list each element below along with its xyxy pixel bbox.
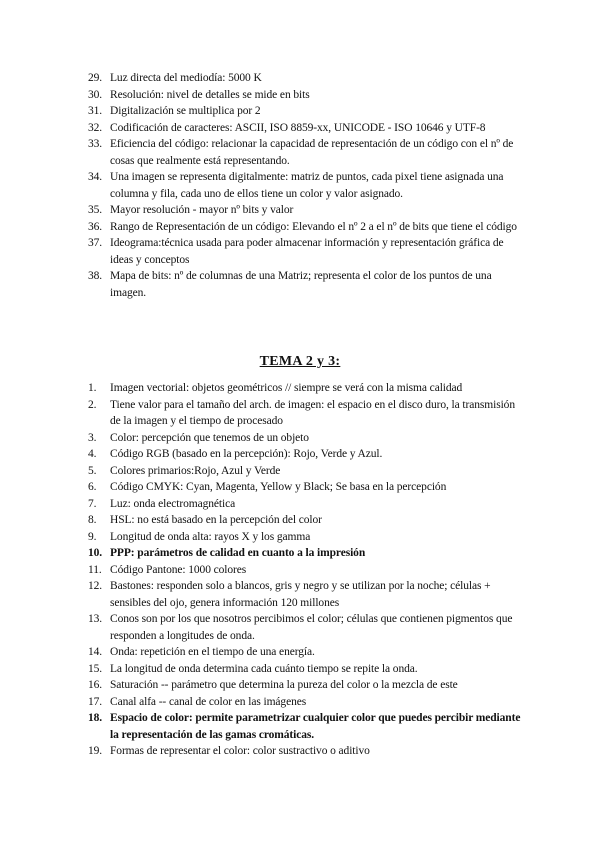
item-text: HSL: no está basado en la percepción del color — [110, 514, 322, 526]
list-item — [88, 430, 528, 447]
item-text: Longitud de onda alta: rayos X y los gamma — [110, 530, 311, 543]
item-number: 34. — [88, 171, 103, 183]
list-item — [88, 380, 528, 397]
item-text: Luz: onda electromagnética — [110, 497, 236, 510]
item-text: La longitud de onda determina cada cuánto tiempo se repite la onda. — [110, 662, 418, 675]
item-text: Onda: repetición en el tiempo de una energía. — [110, 646, 315, 658]
item-number: 12. — [88, 580, 103, 592]
item-text: Eficiencia del código: relacionar la capacidad de representación de un código con el nº de cosas que realmente está representando. — [110, 138, 514, 167]
list-item — [88, 743, 528, 760]
item-number: 32. — [88, 121, 103, 134]
item-text: Canal alfa -- canal de color en las imágenes — [110, 695, 307, 708]
list-item — [88, 611, 528, 644]
item-text: Conos son por los que nosotros percibimos el color; células que contienen pigmentos que responden a longitudes de onda. — [110, 613, 513, 642]
item-text: Código Pantone: 1000 colores — [110, 563, 247, 576]
list-item — [88, 446, 528, 463]
item-number: 11. — [88, 563, 102, 576]
list-item — [88, 562, 528, 579]
list-item — [88, 677, 528, 694]
list-item — [88, 70, 528, 87]
item-text: Luz directa del mediodía: 5000 K — [110, 72, 262, 84]
item-number: 29. — [88, 72, 103, 84]
list-item — [88, 661, 528, 678]
list-item — [88, 219, 528, 236]
item-number: 38. — [88, 270, 103, 282]
item-text: Digitalización se multiplica por 2 — [110, 105, 261, 117]
list-item — [88, 235, 528, 268]
item-number: 9. — [88, 530, 97, 543]
item-number: 7. — [88, 497, 97, 510]
item-text: Color: percepción que tenemos de un objeto — [110, 431, 309, 444]
item-text: Imagen vectorial: objetos geométricos // siempre se verá con la misma calidad — [110, 382, 463, 394]
list-item — [88, 644, 528, 661]
list-item — [88, 202, 528, 219]
list-item — [88, 120, 528, 137]
list-item — [88, 463, 528, 480]
list-item — [88, 578, 528, 611]
item-text: Colores primarios:Rojo, Azul y Verde — [110, 464, 281, 477]
item-number: 2. — [88, 398, 97, 411]
item-number: 17. — [88, 695, 103, 708]
numbered-list — [88, 380, 528, 760]
list-item — [88, 169, 528, 202]
list-item — [88, 103, 528, 120]
item-number: 19. — [88, 745, 103, 757]
item-text: Código RGB (basado en la percepción): Rojo, Verde y Azul. — [110, 448, 383, 460]
list-item — [88, 397, 528, 430]
list-item-bold — [88, 710, 528, 743]
list-item — [88, 496, 528, 513]
item-number: 31. — [88, 105, 103, 117]
item-text: Una imagen se representa digitalmente: matriz de puntos, cada pixel tiene asignada una columna y fila, cada uno de ellos tiene un color y valor asignado. — [110, 171, 504, 200]
list-item — [88, 512, 528, 529]
item-text: Ideograma:técnica usada para poder almacenar información y representación gráfica de ideas y conceptos — [110, 237, 504, 266]
item-number: 37. — [88, 237, 103, 249]
item-text: Codificación de caracteres: ASCII, ISO 8859-xx, UNICODE - ISO 10646 y UTF-8 — [110, 121, 486, 134]
list-item — [88, 479, 528, 496]
item-text: Código CMYK: Cyan, Magenta, Yellow y Black; Se basa en la percepción — [110, 481, 447, 493]
list-item — [88, 136, 528, 169]
item-text: Bastones: responden solo a blancos, gris y negro y se utilizan por la noche; células + sensibles del ojo, genera información 120 millones — [110, 580, 491, 609]
list-item — [88, 268, 528, 301]
item-number: 8. — [88, 514, 97, 526]
item-text: Saturación -- parámetro que determina la pureza del color o la mezcla de este — [110, 679, 458, 691]
numbered-list-continued — [88, 70, 528, 301]
item-number: 35. — [88, 204, 103, 216]
item-text: Resolución: nivel de detalles se mide en bits — [110, 88, 310, 101]
item-number: 13. — [88, 613, 103, 625]
item-number: 6. — [88, 481, 97, 493]
list-item-bold — [88, 545, 528, 562]
item-number: 30. — [88, 88, 103, 101]
item-number: 4. — [88, 448, 97, 460]
list-item — [88, 87, 528, 104]
item-text: Rango de Representación de un código: Elevando el nº 2 a el nº de bits que tiene el código — [110, 220, 517, 233]
item-number: 14. — [88, 646, 103, 658]
item-text: PPP: parámetros de calidad en cuanto a la impresión — [110, 547, 366, 559]
item-number: 3. — [88, 431, 97, 444]
list-item — [88, 529, 528, 546]
item-number: 33. — [88, 138, 103, 150]
section-heading: TEMA 2 y 3: — [259, 354, 341, 369]
item-number: 36. — [88, 220, 103, 233]
item-text: Espacio de color: permite parametrizar cualquier color que puedes percibir mediante la representación de las gamas cromáticas. — [110, 712, 521, 741]
item-text: Mayor resolución - mayor nº bits y valor — [110, 204, 294, 216]
item-number: 18. — [88, 712, 103, 724]
list-item — [88, 694, 528, 711]
item-number: 16. — [88, 679, 103, 691]
item-number: 1. — [88, 382, 97, 394]
item-number: 10. — [88, 547, 103, 559]
item-text: Formas de representar el color: color sustractivo o aditivo — [110, 745, 370, 757]
item-number: 15. — [88, 662, 103, 675]
item-text: Tiene valor para el tamaño del arch. de imagen: el espacio en el disco duro, la transmisión de la imagen y el tiempo de procesado — [110, 398, 515, 427]
item-number: 5. — [88, 464, 97, 477]
item-text: Mapa de bits: nº de columnas de una Matriz; representa el color de los puntos de una imagen. — [110, 270, 492, 299]
